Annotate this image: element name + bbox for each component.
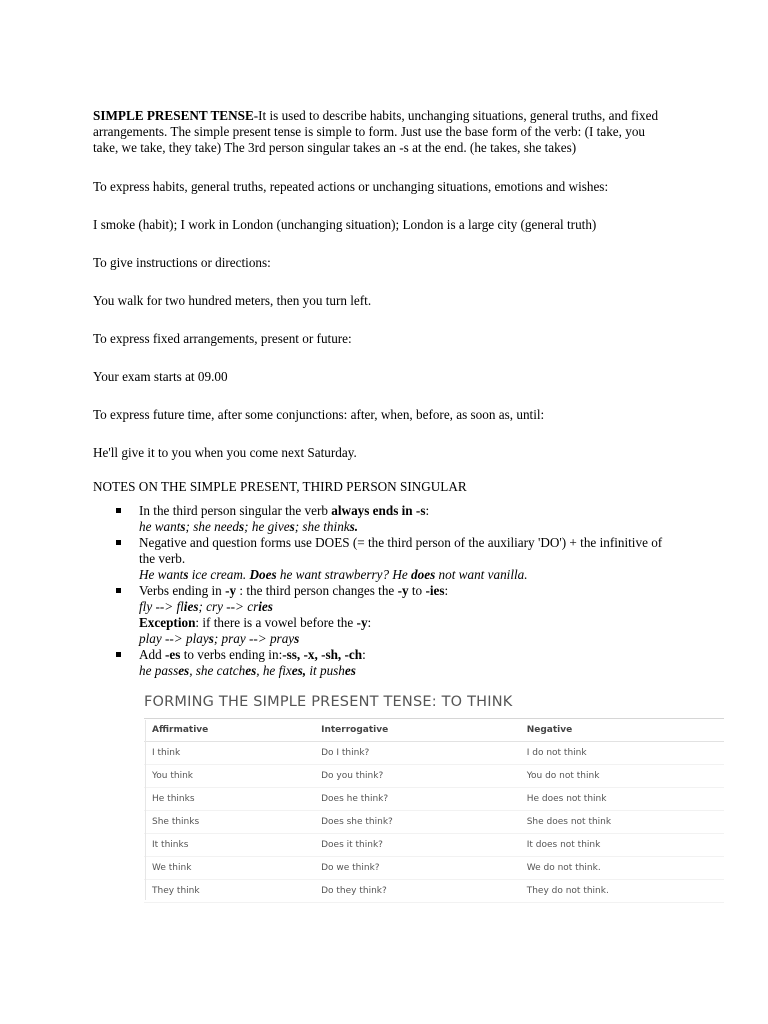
- paragraph-instructions: To give instructions or directions:: [93, 255, 271, 270]
- table-left-edge: [145, 720, 146, 900]
- note-example: He wants ice cream. Does he want strawberry? He does not want vanilla.: [139, 567, 528, 582]
- intro-text: -It is used to describe habits, unchanging situations, general truths, and fixed arrangements. The simple present tense is simple to form. Just use the base form of the verb: (I take, you take, we take, they take) The 3rd person singular takes an -s at the end. (he takes, she takes): [93, 108, 659, 155]
- note-item-always-s: In the third person singular the verb always ends in -s: he wants; she needs; he gives; she thinks.: [93, 503, 673, 535]
- table-row: He thinks Does he think? He does not think: [144, 788, 724, 811]
- paragraph-instructions-example: You walk for two hundred meters, then you turn left.: [93, 293, 372, 308]
- table-title: FORMING THE SIMPLE PRESENT TENSE: TO THINK: [144, 694, 513, 710]
- bullet-marker: [116, 540, 121, 545]
- paragraph-future-example: He'll give it to you when you come next Saturday.: [93, 445, 357, 460]
- intro-paragraph: [93, 108, 673, 156]
- bullet-marker: [116, 588, 121, 593]
- header-interrogative: Interrogative: [313, 719, 519, 742]
- paragraph-arrangements-example: Your exam starts at 09.00: [93, 369, 228, 384]
- bullet-marker: [116, 508, 121, 513]
- conjugation-table: [144, 719, 724, 903]
- note-example: he passes, she catches, he fixes, it pushes: [139, 663, 356, 678]
- note-example: fly --> flies; cry --> cries: [139, 599, 273, 614]
- note-example: play --> plays; pray --> prays: [139, 631, 300, 646]
- document-body: [93, 108, 673, 679]
- note-example: he wants; she needs; he gives; she thinks.: [139, 519, 359, 534]
- notes-heading: NOTES ON THE SIMPLE PRESENT, THIRD PERSON SINGULAR: [93, 479, 467, 494]
- header-negative: Negative: [519, 719, 724, 742]
- table-header-row: [144, 719, 724, 742]
- table-row: It thinks Does it think? It does not think: [144, 834, 724, 857]
- paragraph-habits-example: I smoke (habit); I work in London (unchanging situation); London is a large city (general truth): [93, 217, 597, 232]
- header-affirmative: Affirmative: [144, 719, 313, 742]
- note-item-ies: Verbs ending in -y : the third person changes the -y to -ies: fly --> flies; cry --> cries Exception: if there is a vowel before the -y: play --> plays; pray --> prays: [93, 583, 673, 647]
- paragraph-habits: To express habits, general truths, repeated actions or unchanging situations, emotions and wishes:: [93, 179, 609, 194]
- notes-list: [93, 503, 673, 679]
- intro-title: SIMPLE PRESENT TENSE: [93, 108, 254, 123]
- table-row: She thinks Does she think? She does not think: [144, 811, 724, 834]
- table-row: You think Do you think? You do not think: [144, 765, 724, 788]
- table-row: I think Do I think? I do not think: [144, 742, 724, 765]
- table-row: We think Do we think? We do not think.: [144, 857, 724, 880]
- paragraph-future: To express future time, after some conjunctions: after, when, before, as soon as, until:: [93, 407, 545, 422]
- note-item-es: Add -es to verbs ending in:-ss, -x, -sh, -ch: he passes, she catches, he fixes, it pushes: [93, 647, 673, 679]
- conjugation-table-image: [144, 694, 724, 903]
- note-exception: Exception: if there is a vowel before the -y:: [139, 615, 372, 630]
- paragraph-arrangements: To express fixed arrangements, present or future:: [93, 331, 352, 346]
- note-item-does: Negative and question forms use DOES (= the third person of the auxiliary 'DO') + the infinitive of the verb. He wants ice cream. Does he want strawberry? He does not want vanilla.: [93, 535, 673, 583]
- table-row: They think Do they think? They do not think.: [144, 880, 724, 903]
- bullet-marker: [116, 652, 121, 657]
